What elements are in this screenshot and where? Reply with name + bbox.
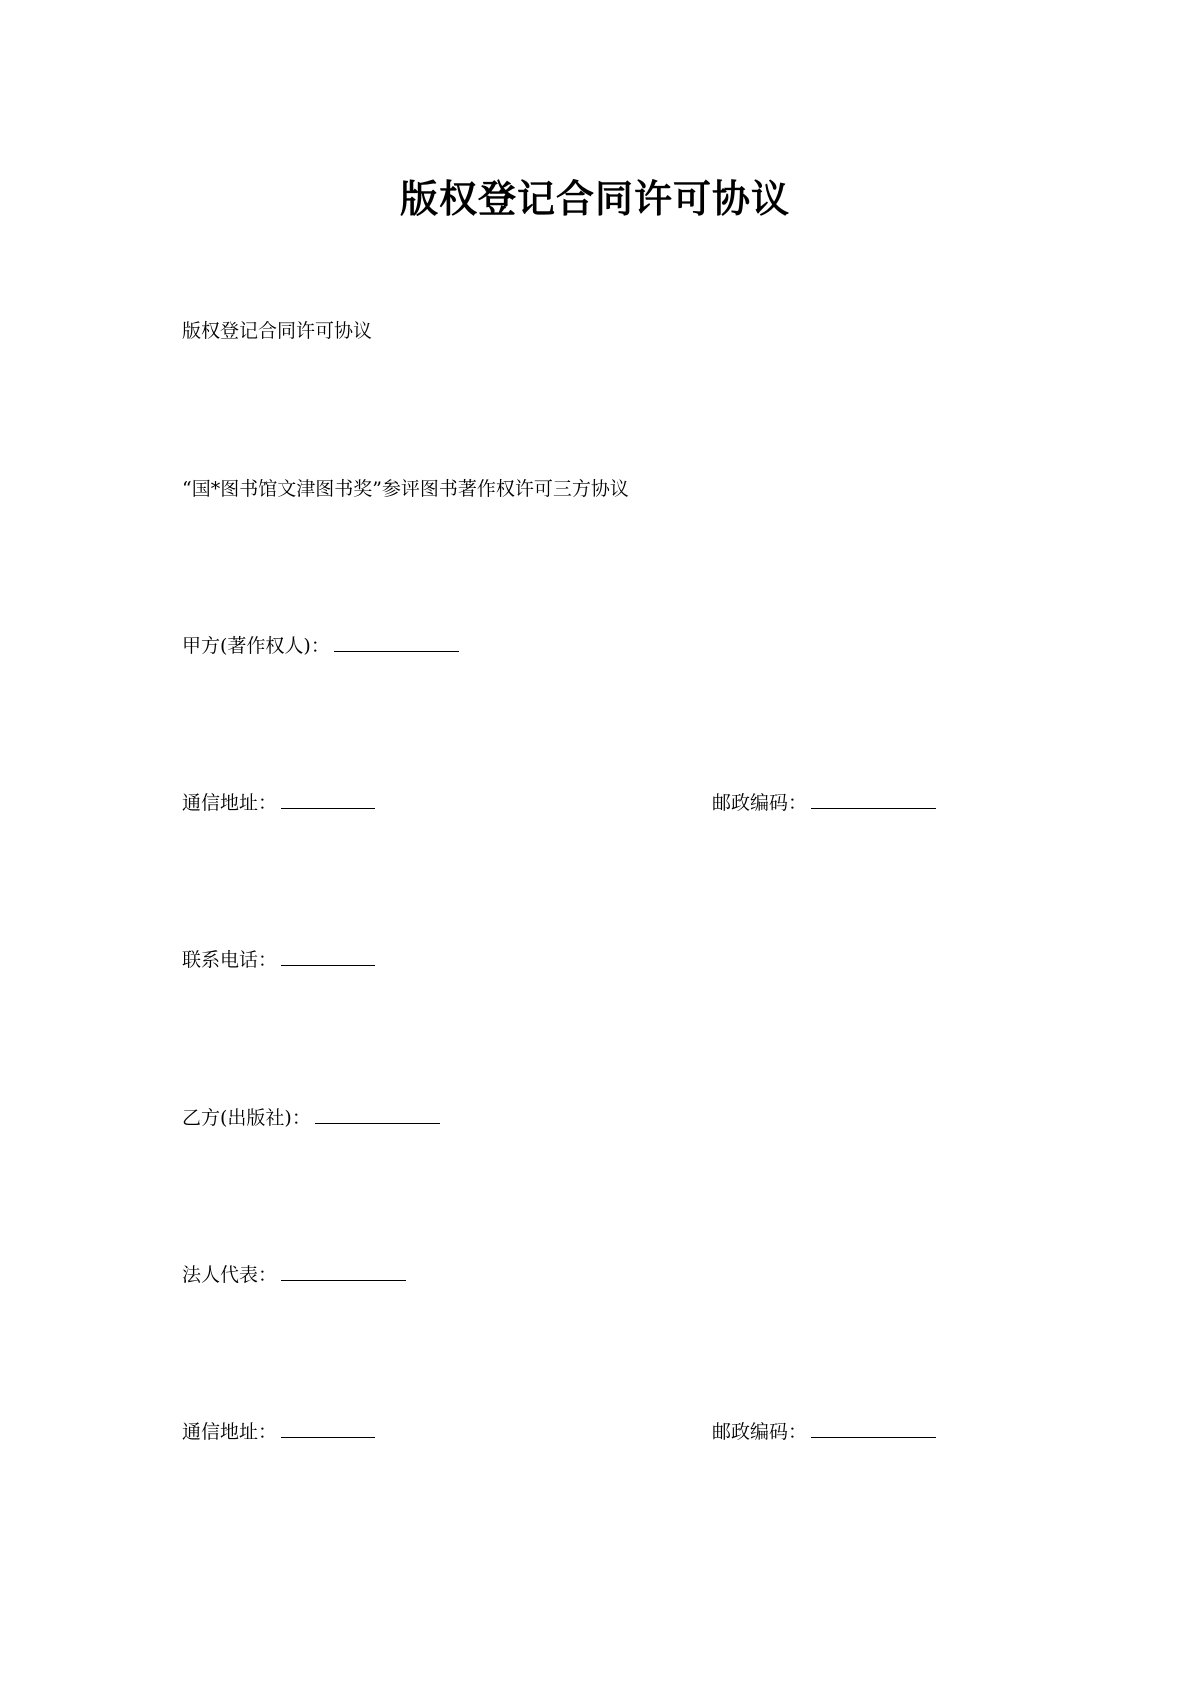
party-b-postcode-field [712,1420,936,1444]
agreement-name: “国*图书馆文津图书奖”参评图书著作权许可三方协议 [182,478,629,500]
party-a-blank[interactable] [334,634,459,652]
document-title: 版权登记合同许可协议 [399,176,790,221]
party-b-address-blank[interactable] [281,1420,375,1438]
party-a-address-label: 通信地址： [182,792,278,814]
party-b-postcode-label: 邮政编码： [712,1421,808,1443]
party-b-rep-field [182,1263,406,1287]
party-b-postcode-blank[interactable] [811,1420,936,1438]
party-a-address-blank[interactable] [281,791,375,809]
party-a-postcode-blank[interactable] [811,791,936,809]
party-a-phone-label: 联系电话： [182,949,278,971]
party-a-phone-blank[interactable] [281,948,375,966]
party-b-field [182,1106,440,1130]
party-a-postcode-label: 邮政编码： [712,792,808,814]
document-subtitle: 版权登记合同许可协议 [182,320,373,342]
party-a-address-field [182,791,375,815]
party-a-label: 甲方(著作权人)： [182,635,330,657]
party-b-rep-label: 法人代表： [182,1264,278,1286]
party-b-blank[interactable] [315,1106,440,1124]
party-a-field [182,634,459,658]
party-b-label: 乙方(出版社)： [182,1107,311,1129]
party-b-address-field [182,1420,375,1444]
party-a-phone-field [182,948,375,972]
party-b-rep-blank[interactable] [281,1263,406,1281]
party-a-postcode-field [712,791,936,815]
party-b-address-label: 通信地址： [182,1421,278,1443]
